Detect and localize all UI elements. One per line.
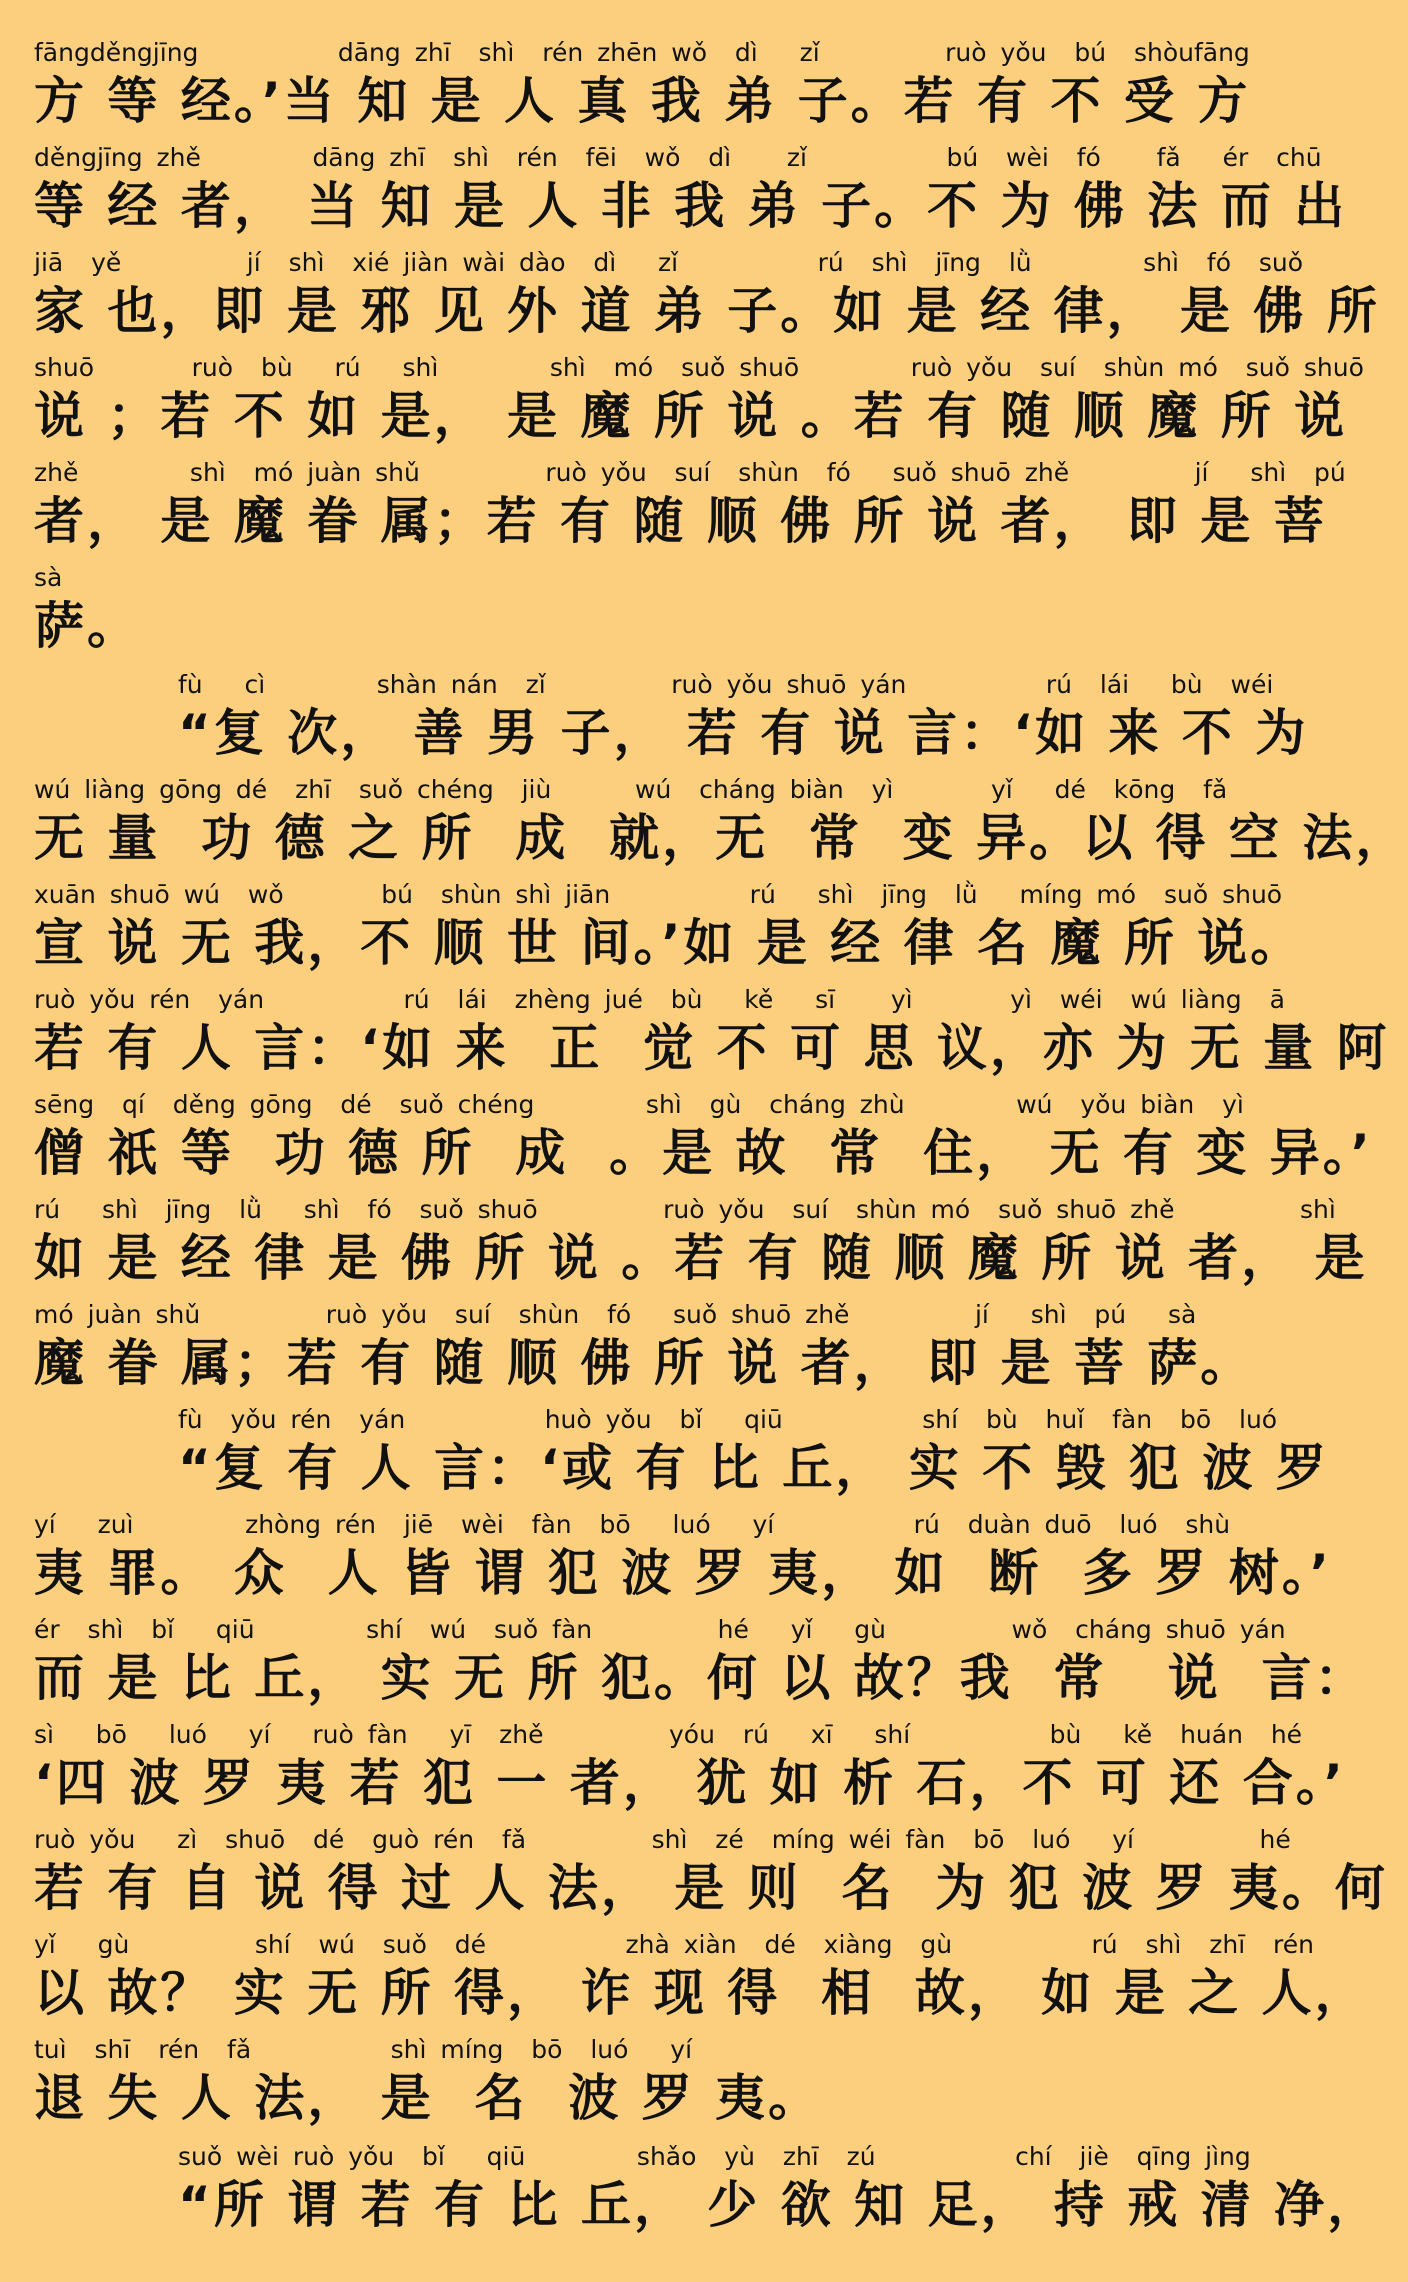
- hanzi-row: 宣 说 无 我，不 顺 世 间。’如 是 经 律 名 魔 所 说。: [34, 914, 1304, 972]
- text-line: [34, 1613, 1368, 1711]
- text-line: [34, 1928, 1368, 2026]
- hanzi-row: “复 次， 善 男 子， 若 有 说 言：‘如 来 不 为: [178, 704, 1309, 762]
- pinyin-row: ér shì bǐ qiū shí wú suǒ fàn hé yǐ gù wǒ cháng shuō yán: [34, 1615, 1286, 1644]
- text-line: [34, 1508, 1332, 1606]
- hanzi-row: 以 故？ 实 无 所 得， 诈 现 得 相 故， 如 是 之 人，: [34, 1964, 1368, 2022]
- text-line: [34, 141, 1348, 239]
- text-line-paragraph-start: [178, 668, 1309, 766]
- pinyin-row: sēng qí děng gōng dé suǒ chéng shì gù cháng zhù wú yǒu biàn yì: [34, 1090, 1244, 1119]
- text-line-paragraph-start: [178, 1403, 1329, 1501]
- text-line-paragraph-start: [178, 2140, 1381, 2238]
- pinyin-row: sà: [34, 563, 63, 592]
- hanzi-row: 若 有 人 言：‘如 来 正 觉 不 可 思 议，亦 为 无 量 阿: [34, 1019, 1390, 1077]
- pinyin-row: sì bō luó yí ruò fàn yī zhě yóu rú xī shí bù kě huán hé: [34, 1720, 1303, 1749]
- text-line: [34, 246, 1380, 344]
- hanzi-row: 无 量 功 德 之 所 成 就，无 常 变 异。以 得 空 法，: [34, 809, 1408, 867]
- hanzi-row: 等 经 者， 当 知 是 人 非 我 弟 子。不 为 佛 法 而 出: [34, 177, 1348, 235]
- hanzi-row: 家 也，即 是 邪 见 外 道 弟 子。如 是 经 律， 是 佛 所: [34, 282, 1380, 340]
- pinyin-row: rú shì jīng lǜ shì fó suǒ shuō ruò yǒu suí shùn mó suǒ shuō zhě shì: [34, 1195, 1336, 1224]
- hanzi-row: “所 谓 若 有 比 丘， 少 欲 知 足， 持 戒 清 净，: [178, 2176, 1381, 2234]
- hanzi-row: ‘四 波 罗 夷 若 犯 一 者， 犹 如 析 石，不 可 还 合。’: [34, 1754, 1346, 1812]
- pinyin-row: jiā yě jí shì xié jiàn wài dào dì zǐ rú shì jīng lǜ shì fó suǒ: [34, 248, 1304, 277]
- pinyin-row: suǒ wèi ruò yǒu bǐ qiū shǎo yù zhī zú chí jiè qīng jìng: [178, 2142, 1251, 2171]
- text-line: [34, 1088, 1373, 1186]
- text-line: [34, 2033, 1054, 2131]
- hanzi-row: 夷 罪。 众 人 皆 谓 犯 波 罗 夷， 如 断 多 罗 树。’: [34, 1544, 1332, 1602]
- hanzi-row: “复 有 人 言：‘或 有 比 丘， 实 不 毁 犯 波 罗: [178, 1439, 1329, 1497]
- text-line: [34, 1298, 1254, 1396]
- pinyin-row: shuō ruò bù rú shì shì mó suǒ shuō ruò yǒu suí shùn mó suǒ shuō: [34, 353, 1364, 382]
- text-line: [34, 351, 1364, 449]
- pinyin-row: mó juàn shǔ ruò yǒu suí shùn fó suǒ shuō zhě jí shì pú sà: [34, 1300, 1197, 1329]
- hanzi-row: 退 失 人 法， 是 名 波 罗 夷。: [34, 2069, 822, 2127]
- hanzi-row: 而 是 比 丘， 实 无 所 犯。何 以 故？我 常 说 言：: [34, 1649, 1368, 1707]
- hanzi-row: 如 是 经 律 是 佛 所 说 。若 有 随 顺 魔 所 说 者， 是: [34, 1229, 1368, 1287]
- pinyin-row: fāngděngjīng dāng zhī shì rén zhēn wǒ dì zǐ ruò yǒu bú shòufāng: [34, 38, 1250, 67]
- text-line: [34, 561, 1054, 659]
- text-line: [34, 1823, 1388, 1921]
- text-line: [34, 773, 1408, 871]
- pinyin-row: xuān shuō wú wǒ bú shùn shì jiān rú shì jīng lǜ míng mó suǒ shuō: [34, 880, 1283, 909]
- text-line: [34, 983, 1390, 1081]
- hanzi-row: 方 等 经。’当 知 是 人 真 我 弟 子。若 有 不 受 方: [34, 72, 1251, 130]
- pinyin-row: ruò yǒu rén yán rú lái zhèng jué bù kě sī yì yì wéi wú liàng ā: [34, 985, 1285, 1014]
- hanzi-row: 僧 祇 等 功 德 所 成 。是 故 常 住， 无 有 变 异。’: [34, 1124, 1373, 1182]
- pinyin-row: zhě shì mó juàn shǔ ruò yǒu suí shùn fó suǒ shuō zhě jí shì pú: [34, 458, 1346, 487]
- pinyin-row: fù yǒu rén yán huò yǒu bǐ qiū shí bù huǐ fàn bō luó: [178, 1405, 1278, 1434]
- text-line: [34, 1718, 1346, 1816]
- text-line: [34, 1193, 1368, 1291]
- hanzi-row: 萨。: [34, 597, 140, 655]
- pinyin-row: děngjīng zhě dāng zhī shì rén fēi wǒ dì zǐ bú wèi fó fǎ ér chū: [34, 143, 1322, 172]
- text-line: [34, 456, 1346, 554]
- pinyin-row: fù cì shàn nán zǐ ruò yǒu shuō yán rú lái bù wéi: [178, 670, 1274, 699]
- hanzi-row: 者， 是 魔 眷 属；若 有 随 顺 佛 所 说 者， 即 是 菩: [34, 492, 1327, 550]
- pinyin-row: yí zuì zhòng rén jiē wèi fàn bō luó yí rú duàn duō luó shù: [34, 1510, 1231, 1539]
- text-line: [34, 878, 1304, 976]
- text-line: [34, 36, 1251, 134]
- hanzi-row: 魔 眷 属；若 有 随 顺 佛 所 说 者， 即 是 菩 萨。: [34, 1334, 1254, 1392]
- pinyin-row: ruò yǒu zì shuō dé guò rén fǎ shì zé míng wéi fàn bō luó yí hé: [34, 1825, 1291, 1854]
- pinyin-row: tuì shī rén fǎ shì míng bō luó yí: [34, 2035, 693, 2064]
- pinyin-row: yǐ gù shí wú suǒ dé zhà xiàn dé xiàng gù rú shì zhī rén: [34, 1930, 1314, 1959]
- hanzi-row: 说 ；若 不 如 是， 是 魔 所 说 。若 有 随 顺 魔 所 说: [34, 387, 1348, 445]
- pinyin-row: wú liàng gōng dé zhī suǒ chéng jiù wú cháng biàn yì yǐ dé kōng fǎ: [34, 775, 1228, 804]
- hanzi-row: 若 有 自 说 得 过 人 法， 是 则 名 为 犯 波 罗 夷。何: [34, 1859, 1388, 1917]
